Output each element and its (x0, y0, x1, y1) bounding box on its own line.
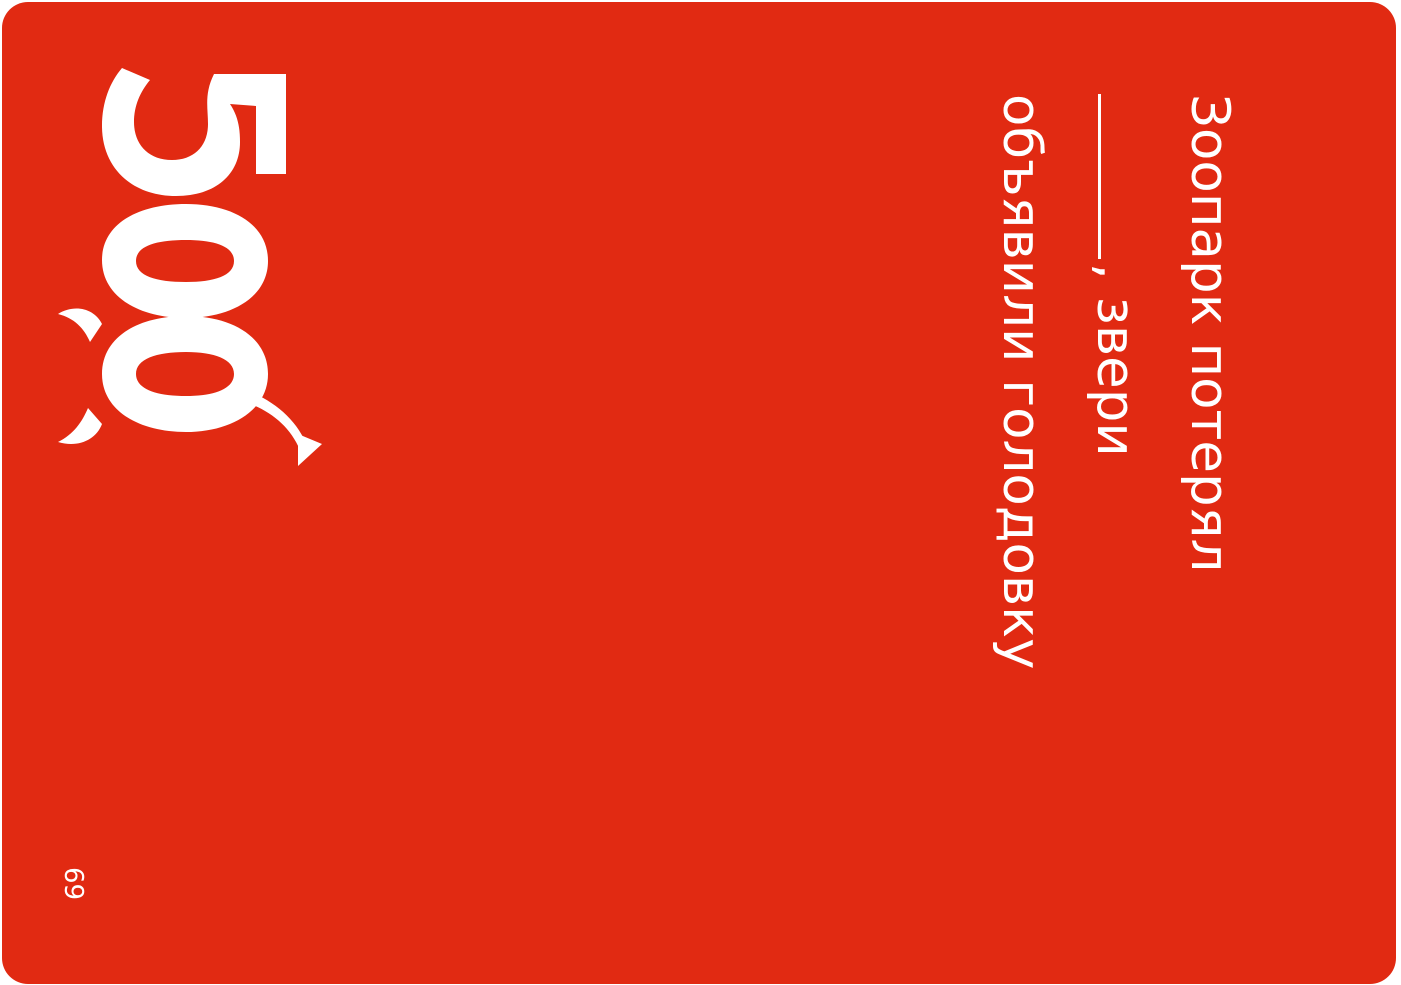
phrase-line-3: объявили голодовку (991, 94, 1052, 670)
devil-horns-tail-icon (58, 68, 322, 466)
phrase-line-2 (1068, 94, 1162, 854)
logo-text: 500 (325, 56, 326, 58)
card-face (2, 2, 1396, 984)
card-phrase (974, 94, 1256, 854)
game-card (2, 2, 1396, 984)
phrase-line-1: Зоопарк потерял (1179, 94, 1240, 573)
brand-logo (26, 56, 326, 476)
card-number: 69 (58, 867, 88, 901)
fill-in-blank (1098, 94, 1141, 259)
phrase-line-2-text: , звери (1085, 263, 1146, 457)
